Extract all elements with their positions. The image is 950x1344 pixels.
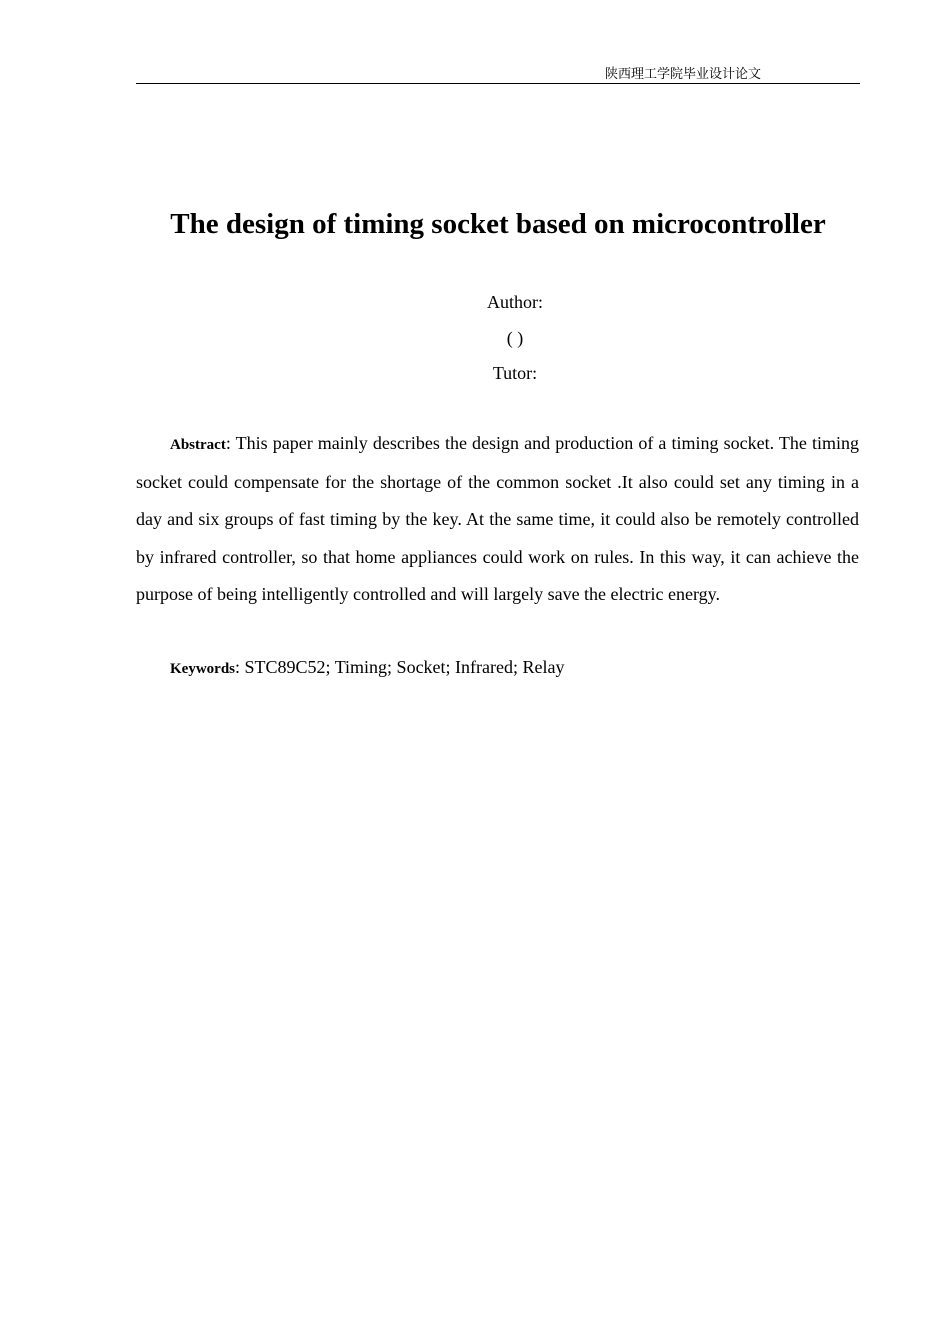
header-rule (136, 83, 860, 84)
keywords-text: : STC89C52; Timing; Socket; Infrared; Relay (235, 657, 565, 677)
running-header: 陕西理工学院毕业设计论文 (605, 66, 762, 81)
abstract-label: Abstract (170, 437, 226, 453)
keywords-label: Keywords (170, 661, 235, 677)
abstract-paragraph (136, 425, 859, 613)
abstract-text: : This paper mainly describes the design and production of a timing socket. The timing socket could compensate for the shortage of the common socket .It also could set any timing in a day and six groups of fast timing by the key. At the same time, it could also be remotely controlled by infrared controller, so that home appliances could work on rules. In this way, it can achieve the purpose of being intelligently controlled and will largely save the electric energy. (136, 433, 859, 604)
author-line: Author: (487, 292, 543, 312)
keywords-line (170, 655, 565, 681)
paper-title: The design of timing socket based on microcontroller (170, 208, 826, 240)
tutor-line: Tutor: (492, 363, 538, 383)
author-affiliation-parentheses: ( ) (506, 328, 524, 348)
